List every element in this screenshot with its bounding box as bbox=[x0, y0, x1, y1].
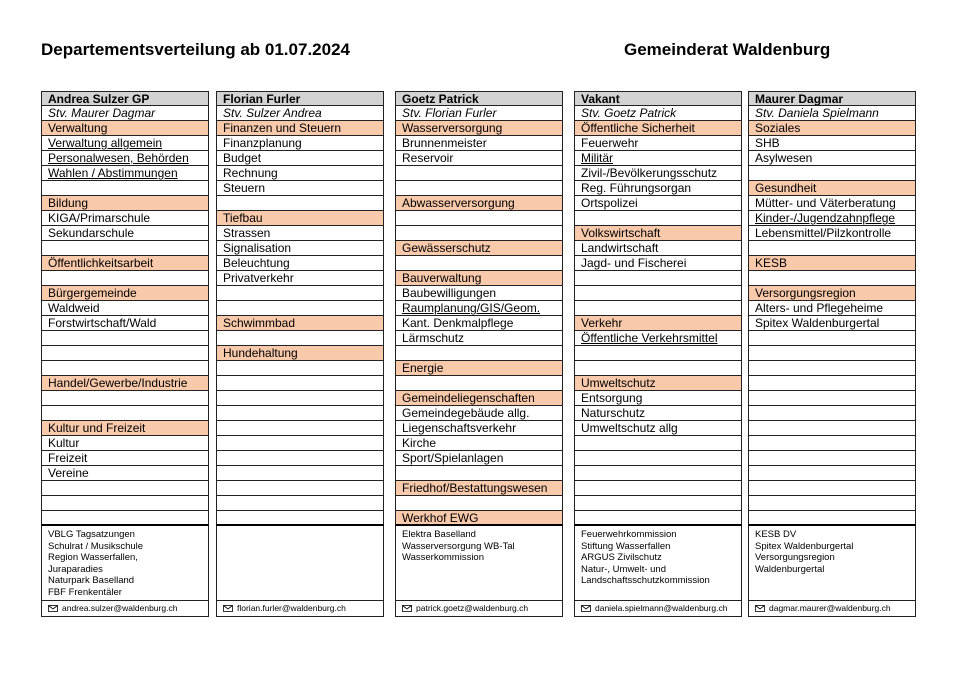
department-task: Gemeindegebäude allg. bbox=[395, 406, 563, 421]
department-category: Gemeindeliegenschaften bbox=[395, 391, 563, 406]
email-row bbox=[216, 601, 384, 617]
department-task bbox=[41, 331, 209, 346]
department-task: Verwaltung allgemein bbox=[41, 136, 209, 151]
department-task bbox=[216, 481, 384, 496]
department-task bbox=[395, 226, 563, 241]
department-task bbox=[395, 496, 563, 511]
committee-item: Versorgungsregion bbox=[755, 552, 835, 563]
department-task bbox=[574, 301, 742, 316]
department-task: Kultur bbox=[41, 436, 209, 451]
department-task bbox=[748, 406, 916, 421]
department-task bbox=[395, 346, 563, 361]
department-task bbox=[395, 166, 563, 181]
committees-box bbox=[41, 526, 209, 601]
department-task bbox=[574, 451, 742, 466]
committee-item: Wasserversorgung WB-Tal bbox=[402, 540, 515, 552]
committee-item: VBLG Tagsatzungen bbox=[48, 529, 135, 540]
department-task bbox=[748, 436, 916, 451]
department-column bbox=[41, 91, 209, 617]
committees-box bbox=[748, 526, 916, 601]
department-task: Freizeit bbox=[41, 451, 209, 466]
department-task bbox=[216, 286, 384, 301]
department-task bbox=[574, 436, 742, 451]
committee-item: Natur-, Umwelt- und bbox=[581, 563, 666, 575]
department-task bbox=[748, 466, 916, 481]
department-task bbox=[216, 451, 384, 466]
department-task bbox=[748, 481, 916, 496]
department-category: Bildung bbox=[41, 196, 209, 211]
department-task bbox=[748, 496, 916, 511]
department-task bbox=[41, 271, 209, 286]
email-row bbox=[574, 601, 742, 617]
envelope-icon bbox=[581, 603, 595, 613]
department-task bbox=[41, 391, 209, 406]
email-link[interactable]: andrea.sulzer@waldenburg.ch bbox=[62, 603, 178, 613]
department-task: Ortspolizei bbox=[574, 196, 742, 211]
department-task bbox=[574, 496, 742, 511]
committee-item: Schulrat / Musikschule bbox=[48, 540, 144, 552]
deputy-name: Stv. Florian Furler bbox=[395, 106, 563, 121]
org-title: Gemeinderat Waldenburg bbox=[624, 40, 831, 59]
department-task: Kant. Denkmalpflege bbox=[395, 316, 563, 331]
department-task bbox=[41, 361, 209, 376]
department-task: Raumplanung/GIS/Geom. bbox=[395, 301, 563, 316]
department-task: Beleuchtung bbox=[216, 256, 384, 271]
department-category: Kultur und Freizeit bbox=[41, 421, 209, 436]
email-row bbox=[41, 601, 209, 617]
email-row bbox=[748, 601, 916, 617]
department-task bbox=[395, 181, 563, 196]
department-task: Sekundarschule bbox=[41, 226, 209, 241]
committee-item: KESB DV bbox=[755, 529, 797, 540]
committee-item: Juraparadies bbox=[48, 563, 103, 575]
department-task bbox=[395, 466, 563, 481]
department-task: Kinder-/Jugendzahnpflege bbox=[748, 211, 916, 226]
department-task bbox=[395, 256, 563, 271]
department-task bbox=[41, 481, 209, 496]
department-task bbox=[748, 361, 916, 376]
member-name: Goetz Patrick bbox=[395, 91, 563, 106]
department-category: Werkhof EWG bbox=[395, 511, 563, 526]
department-task: Rechnung bbox=[216, 166, 384, 181]
department-task bbox=[216, 331, 384, 346]
department-category: Volkswirtschaft bbox=[574, 226, 742, 241]
envelope-icon bbox=[48, 603, 62, 613]
department-category: Friedhof/Bestattungswesen bbox=[395, 481, 563, 496]
committee-item: Naturpark Baselland bbox=[48, 575, 135, 586]
department-task: Sport/Spielanlagen bbox=[395, 451, 563, 466]
department-task: Forstwirtschaft/Wald bbox=[41, 316, 209, 331]
department-task: Asylwesen bbox=[748, 151, 916, 166]
department-task bbox=[41, 346, 209, 361]
committees-box bbox=[216, 526, 384, 601]
department-task: Feuerwehr bbox=[574, 136, 742, 151]
member-name: Florian Furler bbox=[216, 91, 384, 106]
department-task bbox=[748, 421, 916, 436]
department-task bbox=[748, 391, 916, 406]
department-task: Personalwesen, Behörden bbox=[41, 151, 209, 166]
committee-item: ARGUS Zivilschutz bbox=[581, 552, 662, 563]
department-task bbox=[748, 166, 916, 181]
deputy-name: Stv. Goetz Patrick bbox=[574, 106, 742, 121]
department-task: Privatverkehr bbox=[216, 271, 384, 286]
department-task: Entsorgung bbox=[574, 391, 742, 406]
department-task: Kirche bbox=[395, 436, 563, 451]
department-task: Reservoir bbox=[395, 151, 563, 166]
department-task bbox=[216, 361, 384, 376]
department-category: Gesundheit bbox=[748, 181, 916, 196]
department-task: Strassen bbox=[216, 226, 384, 241]
department-task bbox=[216, 511, 384, 526]
department-category: Öffentlichkeitsarbeit bbox=[41, 256, 209, 271]
email-link[interactable]: patrick.goetz@waldenburg.ch bbox=[416, 603, 529, 613]
department-task bbox=[216, 436, 384, 451]
committee-item: Region Wasserfallen, bbox=[48, 552, 138, 563]
department-category: Bauverwaltung bbox=[395, 271, 563, 286]
department-task: Waldweid bbox=[41, 301, 209, 316]
department-category: Energie bbox=[395, 361, 563, 376]
department-task: SHB bbox=[748, 136, 916, 151]
department-category: Tiefbau bbox=[216, 211, 384, 226]
committees-box bbox=[574, 526, 742, 601]
department-task: Zivil-/Bevölkerungsschutz bbox=[574, 166, 742, 181]
department-task bbox=[41, 181, 209, 196]
department-task: Steuern bbox=[216, 181, 384, 196]
department-category: Umweltschutz bbox=[574, 376, 742, 391]
department-task bbox=[748, 511, 916, 526]
department-task bbox=[395, 211, 563, 226]
committee-item: Elektra Baselland bbox=[402, 529, 476, 540]
department-category: Handel/Gewerbe/Industrie bbox=[41, 376, 209, 391]
department-category: Hundehaltung bbox=[216, 346, 384, 361]
department-task bbox=[216, 301, 384, 316]
department-task: Lebensmittel/Pilzkontrolle bbox=[748, 226, 916, 241]
envelope-icon bbox=[223, 603, 237, 613]
department-task: Umweltschutz allg bbox=[574, 421, 742, 436]
department-task bbox=[574, 481, 742, 496]
department-task bbox=[41, 241, 209, 256]
member-name: Andrea Sulzer GP bbox=[41, 91, 209, 106]
deputy-name: Stv. Daniela Spielmann bbox=[748, 106, 916, 121]
department-task bbox=[748, 451, 916, 466]
department-task: Brunnenmeister bbox=[395, 136, 563, 151]
department-task bbox=[216, 196, 384, 211]
committee-item: Wasserkommission bbox=[402, 552, 484, 563]
envelope-icon bbox=[402, 603, 416, 613]
member-name: Vakant bbox=[574, 91, 742, 106]
committee-item: Waldenburgertal bbox=[755, 563, 825, 575]
department-task bbox=[574, 286, 742, 301]
department-task bbox=[748, 331, 916, 346]
email-row bbox=[395, 601, 563, 617]
department-task bbox=[216, 391, 384, 406]
deputy-name: Stv. Maurer Dagmar bbox=[41, 106, 209, 121]
department-task bbox=[395, 376, 563, 391]
member-name: Maurer Dagmar bbox=[748, 91, 916, 106]
department-task: KIGA/Primarschule bbox=[41, 211, 209, 226]
department-task: Naturschutz bbox=[574, 406, 742, 421]
email-link[interactable]: daniela.spielmann@waldenburg.ch bbox=[595, 603, 728, 613]
department-task: Liegenschaftsverkehr bbox=[395, 421, 563, 436]
department-column bbox=[395, 91, 563, 617]
department-task bbox=[748, 346, 916, 361]
department-task bbox=[41, 496, 209, 511]
department-task: Jagd- und Fischerei bbox=[574, 256, 742, 271]
deputy-name: Stv. Sulzer Andrea bbox=[216, 106, 384, 121]
department-task: Budget bbox=[216, 151, 384, 166]
department-task bbox=[216, 421, 384, 436]
committee-item: Landschaftsschutzkommission bbox=[581, 575, 710, 586]
department-task bbox=[748, 241, 916, 256]
department-task bbox=[41, 406, 209, 421]
committees-box bbox=[395, 526, 563, 601]
department-task: Landwirtschaft bbox=[574, 241, 742, 256]
department-task bbox=[574, 346, 742, 361]
department-task: Lärmschutz bbox=[395, 331, 563, 346]
department-task bbox=[574, 361, 742, 376]
department-task: Mütter- und Väterberatung bbox=[748, 196, 916, 211]
department-task bbox=[216, 406, 384, 421]
email-link[interactable]: dagmar.maurer@waldenburg.ch bbox=[769, 603, 891, 613]
email-link[interactable]: florian.furler@waldenburg.ch bbox=[237, 603, 346, 613]
department-task: Spitex Waldenburgertal bbox=[748, 316, 916, 331]
department-task: Baubewilligungen bbox=[395, 286, 563, 301]
department-column bbox=[748, 91, 916, 617]
department-category: Abwasserversorgung bbox=[395, 196, 563, 211]
department-category: Soziales bbox=[748, 121, 916, 136]
department-task: Öffentliche Verkehrsmittel bbox=[574, 331, 742, 346]
department-task bbox=[748, 376, 916, 391]
department-task: Vereine bbox=[41, 466, 209, 481]
department-task bbox=[41, 511, 209, 526]
department-category: Finanzen und Steuern bbox=[216, 121, 384, 136]
department-category: Verkehr bbox=[574, 316, 742, 331]
department-task: Alters- und Pflegeheime bbox=[748, 301, 916, 316]
department-category: Versorgungsregion bbox=[748, 286, 916, 301]
department-category: Öffentliche Sicherheit bbox=[574, 121, 742, 136]
department-task bbox=[574, 466, 742, 481]
committee-item: Feuerwehrkommission bbox=[581, 529, 677, 540]
department-task bbox=[574, 271, 742, 286]
page-title: Departementsverteilung ab 01.07.2024 bbox=[41, 40, 350, 59]
department-task bbox=[574, 511, 742, 526]
department-category: Verwaltung bbox=[41, 121, 209, 136]
department-task bbox=[216, 496, 384, 511]
department-category: Bürgergemeinde bbox=[41, 286, 209, 301]
department-category: Schwimmbad bbox=[216, 316, 384, 331]
committee-item: Spitex Waldenburgertal bbox=[755, 540, 854, 552]
department-column bbox=[574, 91, 742, 617]
department-task: Reg. Führungsorgan bbox=[574, 181, 742, 196]
department-task bbox=[216, 466, 384, 481]
department-column bbox=[216, 91, 384, 617]
department-task: Wahlen / Abstimmungen bbox=[41, 166, 209, 181]
department-task bbox=[574, 211, 742, 226]
department-task bbox=[216, 376, 384, 391]
envelope-icon bbox=[755, 603, 769, 613]
department-task: Militär bbox=[574, 151, 742, 166]
committee-item: Stiftung Wasserfallen bbox=[581, 540, 671, 552]
department-category: Wasserversorgung bbox=[395, 121, 563, 136]
department-task: Signalisation bbox=[216, 241, 384, 256]
department-category: KESB bbox=[748, 256, 916, 271]
department-task: Finanzplanung bbox=[216, 136, 384, 151]
department-category: Gewässerschutz bbox=[395, 241, 563, 256]
department-task bbox=[748, 271, 916, 286]
committee-item: FBF Frenkentäler bbox=[48, 586, 122, 598]
